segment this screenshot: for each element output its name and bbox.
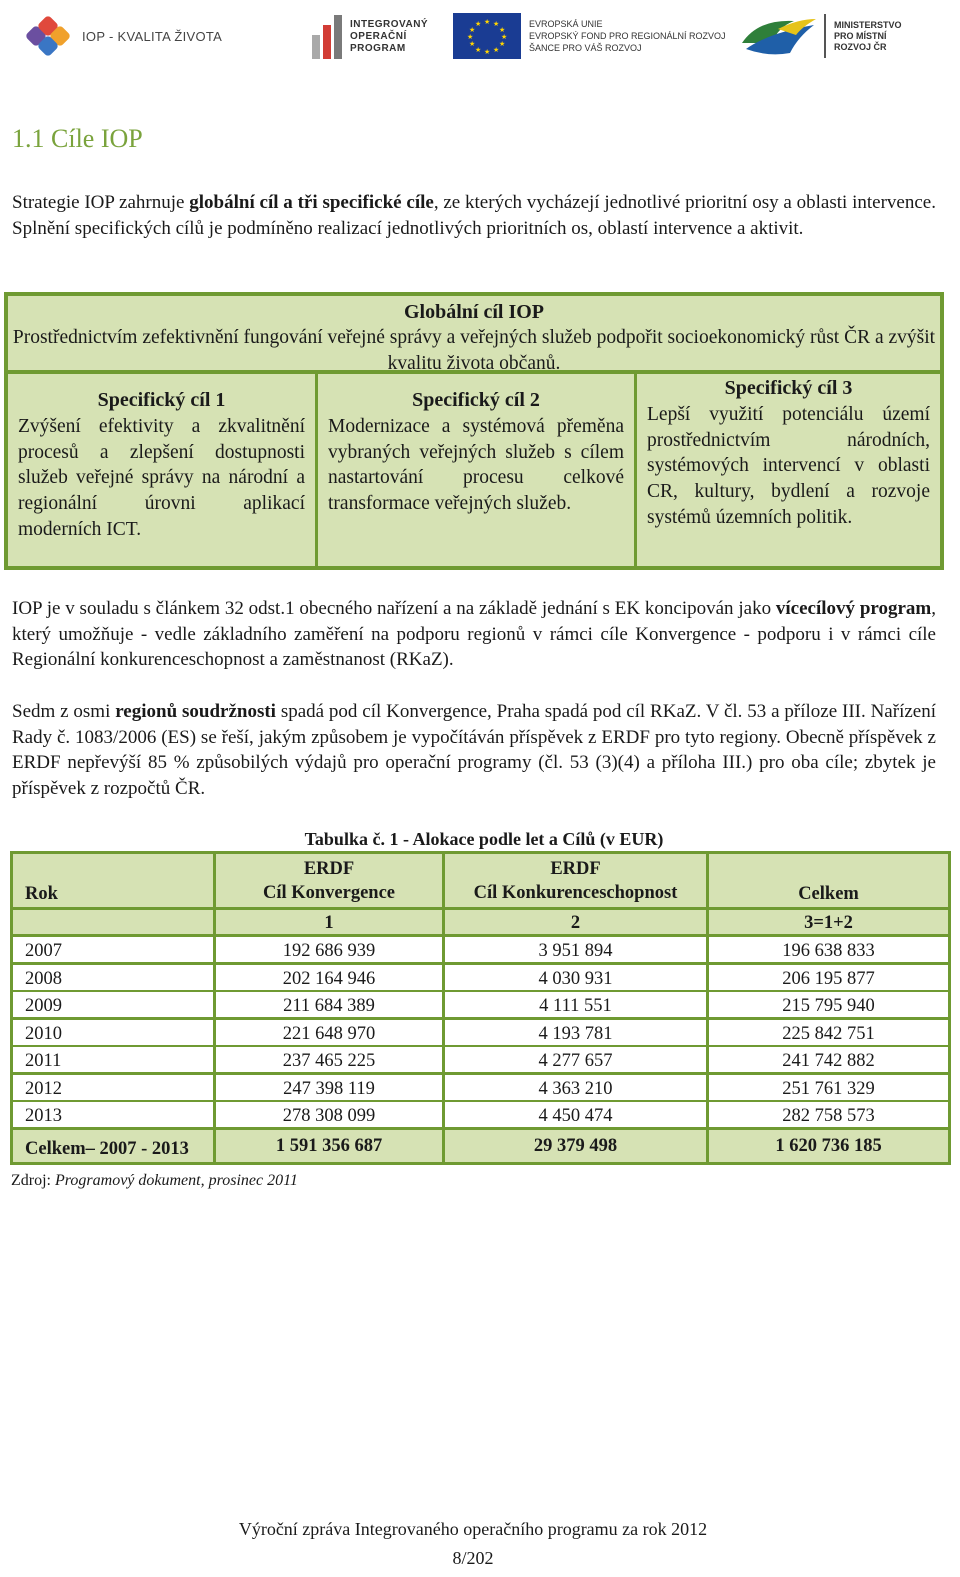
iop-flower-icon — [26, 16, 74, 56]
cell-celkem: 196 638 833 — [709, 937, 948, 962]
col-header-konvergence: ERDF Cíl Konvergence — [216, 854, 442, 907]
integrovany-program-text: INTEGROVANÝ OPERAČNÍ PROGRAM — [350, 19, 429, 54]
global-goal-title: Globální cíl IOP — [403, 301, 545, 323]
cell-konvergence: 221 648 970 — [216, 1020, 442, 1045]
col-number-blank — [13, 910, 213, 934]
col-header-rok: Rok — [13, 854, 213, 907]
global-goal — [8, 296, 940, 374]
page-number: 8/202 — [452, 1548, 494, 1568]
table-caption: Tabulka č. 1 - Alokace podle let a Cílů (v EUR) — [304, 829, 664, 849]
eu-logo — [453, 12, 726, 60]
specific-goal-2 — [318, 374, 634, 566]
cell-year: 2011 — [13, 1047, 213, 1072]
cell-celkem: 251 761 329 — [709, 1075, 948, 1100]
cell-konvergence: 202 164 946 — [216, 965, 442, 990]
cell-konvergence: 211 684 389 — [216, 992, 442, 1017]
bars-icon — [312, 15, 342, 59]
specific-goal-title: Specifický cíl 3 — [724, 377, 853, 399]
specific-goal-1 — [8, 374, 315, 566]
cell-konvergence: 247 398 119 — [216, 1075, 442, 1100]
specific-goal-text: Modernizace a systémová přeměna vybraných veřejných služeb s cílem nastartování procesu celkové transformace veřejných služeb. — [328, 416, 624, 515]
col-number: 2 — [445, 910, 706, 934]
cell-total-konkurenceschopnost: 29 379 498 — [445, 1130, 706, 1162]
iop-logo — [26, 14, 222, 58]
multi-goal-paragraph: IOP je v souladu s článkem 32 odst.1 obecného nařízení a na základě jednání s EK koncipován jako vícecílový program, který umožňuje - vedle základního zaměření na podporu regionů v rámci cíle Konvergence - podporu i v rámci cíle Regionální konkurenceschopnost a zaměstnanost (RKaZ). — [12, 598, 936, 671]
cell-celkem: 225 842 751 — [709, 1020, 948, 1045]
intro-paragraph: Strategie IOP zahrnuje globální cíl a tři specifické cíle, ze kterých vycházejí jednotlivé prioritní osy a oblasti intervence. Splnění specifických cílů je podmíněno realizací jednotlivých prioritních os, oblastí intervence a aktivit. — [12, 192, 936, 239]
cell-celkem: 215 795 940 — [709, 992, 948, 1017]
specific-goal-text: Lepší využití potenciálu území prostřednictvím národních, systémových intervencí v oblasti CR, kultury, bydlení a rozvoje systémů územních politik. — [647, 404, 930, 528]
cell-total-celkem: 1 620 736 185 — [709, 1130, 948, 1162]
col-number: 3=1+2 — [709, 910, 948, 934]
col-header-celkem: Celkem — [709, 854, 948, 907]
header-logos — [0, 0, 960, 80]
cell-konkurenceschopnost: 4 111 551 — [445, 992, 706, 1017]
col-header-konkurenceschopnost: ERDF Cíl Konkurenceschopnost — [445, 854, 706, 907]
goals-box — [4, 292, 944, 570]
cell-konkurenceschopnost: 4 363 210 — [445, 1075, 706, 1100]
cell-celkem: 206 195 877 — [709, 965, 948, 990]
cell-year: 2013 — [13, 1102, 213, 1127]
footer-title: Výroční zpráva Integrovaného operačního programu za rok 2012 — [238, 1519, 708, 1539]
table-source: Zdroj: Programový dokument, prosinec 2011 — [11, 1172, 298, 1189]
specific-goal-text: Zvýšení efektivity a zkvalitnění procesů a zlepšení dostupnosti služeb veřejné správy na národní a regionální úrovni aplikací moderních ICT. — [18, 416, 305, 540]
cell-konkurenceschopnost: 3 951 894 — [445, 937, 706, 962]
cell-total-label: Celkem– 2007 - 2013 — [13, 1130, 213, 1162]
cell-celkem: 241 742 882 — [709, 1047, 948, 1072]
cell-celkem: 282 758 573 — [709, 1102, 948, 1127]
cell-konvergence: 192 686 939 — [216, 937, 442, 962]
integrovany-program-logo — [312, 12, 428, 62]
mmr-logo-text: MINISTERSTVO PRO MÍSTNÍ ROZVOJ ČR — [834, 19, 902, 52]
mmr-emblem-icon — [738, 13, 818, 59]
cell-year: 2012 — [13, 1075, 213, 1100]
cell-year: 2007 — [13, 937, 213, 962]
cell-total-konvergence: 1 591 356 687 — [216, 1130, 442, 1162]
regions-paragraph: Sedm z osmi regionů soudržnosti spadá pod cíl Konvergence, Praha spadá pod cíl RKaZ. V čl. 53 a příloze III. Nařízení Rady č. 1083/2006 (ES) se řeší, jakým způsobem je vypočítáván příspěvek z ERDF pro tyto regiony. Obecně příspěvek z ERDF nepřevýší 85 % způsobilých výdajů pro operační programy (čl. 53 (3)(4) a příloha III.) pro oba cíle; zbytek je příspěvek z rozpočtů ČR. — [12, 701, 936, 799]
section-heading: 1.1 Cíle IOP — [12, 124, 143, 153]
cell-year: 2008 — [13, 965, 213, 990]
mmr-divider — [824, 14, 826, 58]
cell-konkurenceschopnost: 4 450 474 — [445, 1102, 706, 1127]
iop-logo-text: IOP - KVALITA ŽIVOTA — [82, 28, 223, 44]
cell-konkurenceschopnost: 4 193 781 — [445, 1020, 706, 1045]
global-goal-text: Prostřednictvím zefektivnění fungování veřejné správy a veřejných služeb podpořit socioekonomický růst ČR a zvýšit kvalitu života občanů. — [12, 327, 936, 374]
col-number: 1 — [216, 910, 442, 934]
mmr-logo — [738, 12, 902, 60]
cell-konkurenceschopnost: 4 277 657 — [445, 1047, 706, 1072]
cell-konvergence: 278 308 099 — [216, 1102, 442, 1127]
cell-konkurenceschopnost: 4 030 931 — [445, 965, 706, 990]
specific-goal-title: Specifický cíl 1 — [97, 389, 226, 411]
eu-logo-text: EVROPSKÁ UNIE EVROPSKÝ FOND PRO REGIONÁLNÍ ROZVOJ ŠANCE PRO VÁŠ ROZVOJ — [529, 19, 726, 53]
specific-goal-title: Specifický cíl 2 — [412, 389, 540, 411]
eu-flag-icon: ★ ★ ★ ★ ★ ★ ★ ★ ★ ★ ★ ★ — [453, 13, 521, 59]
cell-year: 2009 — [13, 992, 213, 1017]
specific-goal-3 — [637, 374, 940, 566]
allocation-table — [10, 851, 951, 1165]
cell-konvergence: 237 465 225 — [216, 1047, 442, 1072]
cell-year: 2010 — [13, 1020, 213, 1045]
